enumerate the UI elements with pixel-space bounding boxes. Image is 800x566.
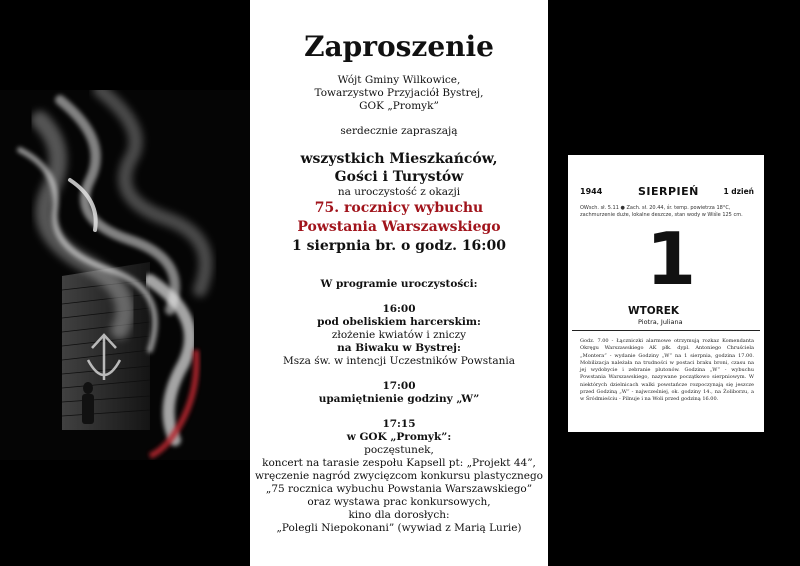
invitation-title: Zaproszenie (304, 30, 494, 63)
calendar-divider (572, 330, 760, 331)
calendar-day-label: 1 dzień (723, 187, 754, 196)
event-item: koncert na tarasie zespołu Kapsell pt: „Projekt 44”, (262, 457, 536, 469)
smoke-artwork (0, 90, 250, 460)
event-activity: złożenie kwiatów i zniczy (331, 329, 467, 341)
calendar-name-days: Piotra, Juliana (638, 318, 683, 326)
event-block (250, 418, 548, 535)
event-item: „Polegli Niepokonani” (wywiad z Marią Lurie) (276, 522, 522, 534)
figure-silhouette (82, 382, 94, 424)
event-item: kino dla dorosłych: (348, 509, 450, 521)
anniversary-line: Powstania Warszawskiego (297, 219, 501, 235)
calendar-page (568, 155, 764, 432)
calendar-day-number: 1 (646, 217, 697, 301)
event-item: „75 rocznica wybuchu Powstania Warszawskiego” (265, 483, 533, 495)
calendar-header (580, 187, 754, 201)
event-place: na Biwaku w Bystrej: (337, 342, 461, 354)
event-activity: upamiętnienie godziny „W” (318, 393, 480, 405)
event-date: 1 sierpnia br. o godz. 16:00 (292, 238, 506, 254)
program-title: W programie uroczystości: (320, 278, 478, 290)
everyone-line: wszystkich Mieszkańców, (300, 151, 498, 167)
event-place: w GOK „Promyk”: (346, 431, 452, 443)
event-activity: Msza św. w intencji Uczestników Powstania (283, 355, 515, 367)
calendar-weekday: WTOREK (628, 305, 680, 317)
event-place: pod obeliskiem harcerskim: (317, 316, 481, 328)
everyone-block (250, 150, 548, 186)
event-item: poczęstunek, (364, 444, 434, 456)
calendar-history-note: Godz. 7.00 - Łączniczki alarmowe otrzymują rozkaz Komendanta Okręgu Warszawskiego AK płk. dypl. Antoniego Chruściela „Montera” - wydanie Godziny „W” na 1 sierpnia, godzina 17.00. Mobilizacja należała na trudności w postaci braku broni, czasu na jej wydobycie i zebranie plutonów. Godzina „W” - wybuchu Powstania Warszawskiego, nazywane początkowo sierpniowym. W niektórych dzielnicach walki powstańcze rozpoczynają się jeszcze przed Godziną „W” - najwcześniej, ok. godziny 14., na Żoliborzu, a w Śródmieściu - Pilnuje i na Woli przed godziną 16.00. (580, 338, 754, 403)
anniversary-line: 75. rocznicy wybuchu (314, 200, 484, 216)
hosts-block (250, 74, 548, 113)
event-block (250, 380, 548, 406)
occasion-line: na uroczystość z okazji (337, 186, 461, 198)
calendar-weather: OWsch. sł. 5.11 ● Zach. sł. 20.44, śr. temp. powietrza 18°C, zachmurzenie duże, lokalne deszcze, stan wody w Wiśle 125 cm. (580, 205, 743, 218)
everyone-line: Gości i Turystów (334, 169, 464, 185)
event-item: oraz wystawa prac konkursowych, (307, 496, 491, 508)
event-time: 17:15 (382, 418, 416, 430)
calendar-year: 1944 (580, 187, 603, 196)
event-block (250, 303, 548, 368)
invitation-panel (250, 0, 548, 566)
event-time: 16:00 (382, 303, 416, 315)
invite-line: serdecznie zapraszają (340, 125, 458, 137)
calendar-month: SIERPIEŃ (638, 185, 699, 198)
host-line: GOK „Promyk” (359, 100, 439, 112)
event-item: wręczenie nagród zwycięzcom konkursu plastycznego (255, 470, 543, 482)
host-line: Wójt Gminy Wilkowice, (337, 74, 461, 86)
host-line: Towarzystwo Przyjaciół Bystrej, (314, 87, 484, 99)
event-time: 17:00 (382, 380, 416, 392)
smoke-illustration (0, 90, 250, 460)
